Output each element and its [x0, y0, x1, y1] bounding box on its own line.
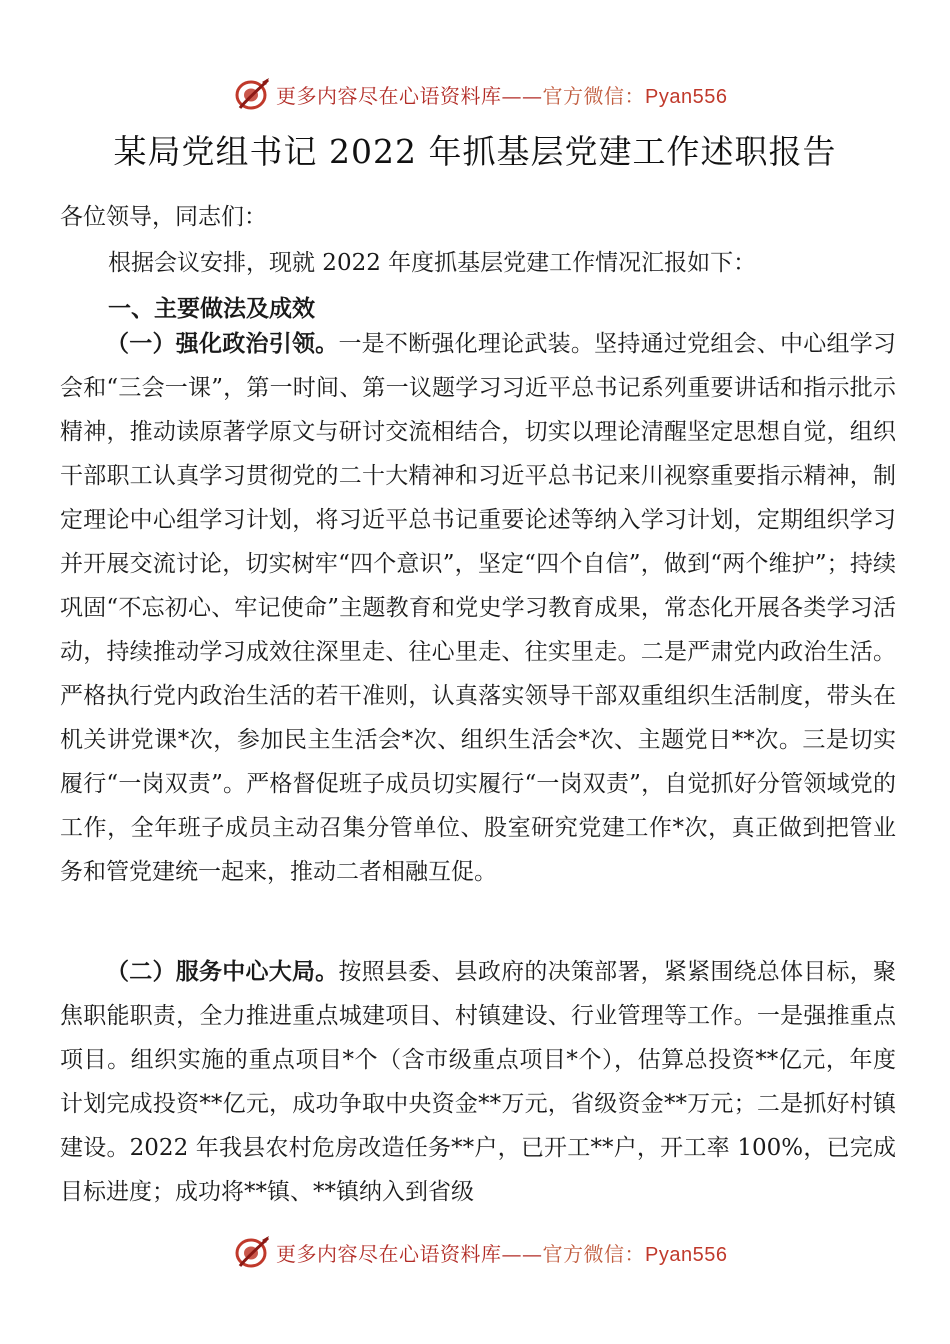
subsection-2-paragraph: [60, 950, 896, 1214]
watermark-wechat-label: 官方微信：: [542, 1242, 645, 1266]
watermark-wechat-label: 官方微信：: [542, 84, 645, 108]
watermark-dash: ——: [501, 84, 543, 108]
subsection-1-paragraph: [60, 322, 896, 894]
subsection-1-heading: （一）强化政治引领。: [106, 331, 339, 357]
watermark-banner-top: [232, 74, 752, 114]
subsection-2-heading: （二）服务中心大局。: [106, 959, 339, 985]
watermark-banner-bottom: [232, 1232, 752, 1272]
section-heading-1: 一、主要做法及成效: [108, 296, 315, 322]
subsection-1-body: 一是不断强化理论武装。坚持通过党组会、中心组学习会和“三会一课”，第一时间、第一议题学习习近平总书记系列重要讲话和指示批示精神，推动读原著学原文与研讨交流相结合，切实以理论清醒坚定思想自觉，组织干部职工认真学习贯彻党的二十大精神和习近平总书记来川视察重要指示精神，制定理论中心组学习计划，将习近平总书记重要论述等纳入学习计划，定期组织学习并开展交流讨论，切实树牢“四个意识”，坚定“四个自信”，做到“两个维护”；持续巩固“不忘初心、牢记使命”主题教育和党史学习教育成果，常态化开展各类学习活动，持续推动学习成效往深里走、往心里走、往实里走。二是严肃党内政治生活。严格执行党内政治生活的若干准则，认真落实领导干部双重组织生活制度，带头在机关讲党课*次，参加民主生活会*次、组织生活会*次、主题党日**次。三是切实履行“一岗双责”。严格督促班子成员切实履行“一岗双责”，自觉抓好分管领域党的工作，全年班子成员主动召集分管单位、股室研究党建工作*次，真正做到把管业务和管党建统一起来，推动二者相融互促。: [60, 331, 897, 885]
watermark-dash: ——: [501, 1242, 543, 1266]
greeting: 各位领导，同志们：: [60, 204, 267, 230]
intro-sentence: 根据会议安排，现就 2022 年度抓基层党建工作情况汇报如下：: [108, 250, 757, 276]
brush-logo-icon: [232, 74, 272, 114]
watermark-brand: 更多内容尽在心语资料库: [276, 1242, 502, 1266]
document-title: 某局党组书记 2022 年抓基层党建工作述职报告: [113, 132, 837, 171]
watermark-wechat-id: Pyan556: [645, 86, 728, 108]
watermark-wechat-id: Pyan556: [645, 1244, 728, 1266]
watermark-brand: 更多内容尽在心语资料库: [276, 84, 502, 108]
brush-logo-icon: [232, 1232, 272, 1272]
subsection-2-body: 按照县委、县政府的决策部署，紧紧围绕总体目标，聚焦职能职责，全力推进重点城建项目、村镇建设、行业管理等工作。一是强推重点项目。组织实施的重点项目*个（含市级重点项目*个），估算总投资**亿元，年度计划完成投资**亿元，成功争取中央资金**万元，省级资金**万元；二是抓好村镇建设。2022 年我县农村危房改造任务**户，已开工**户，开工率 100%，已完成目标进度；成功将**镇、**镇纳入到省级: [60, 959, 897, 1205]
